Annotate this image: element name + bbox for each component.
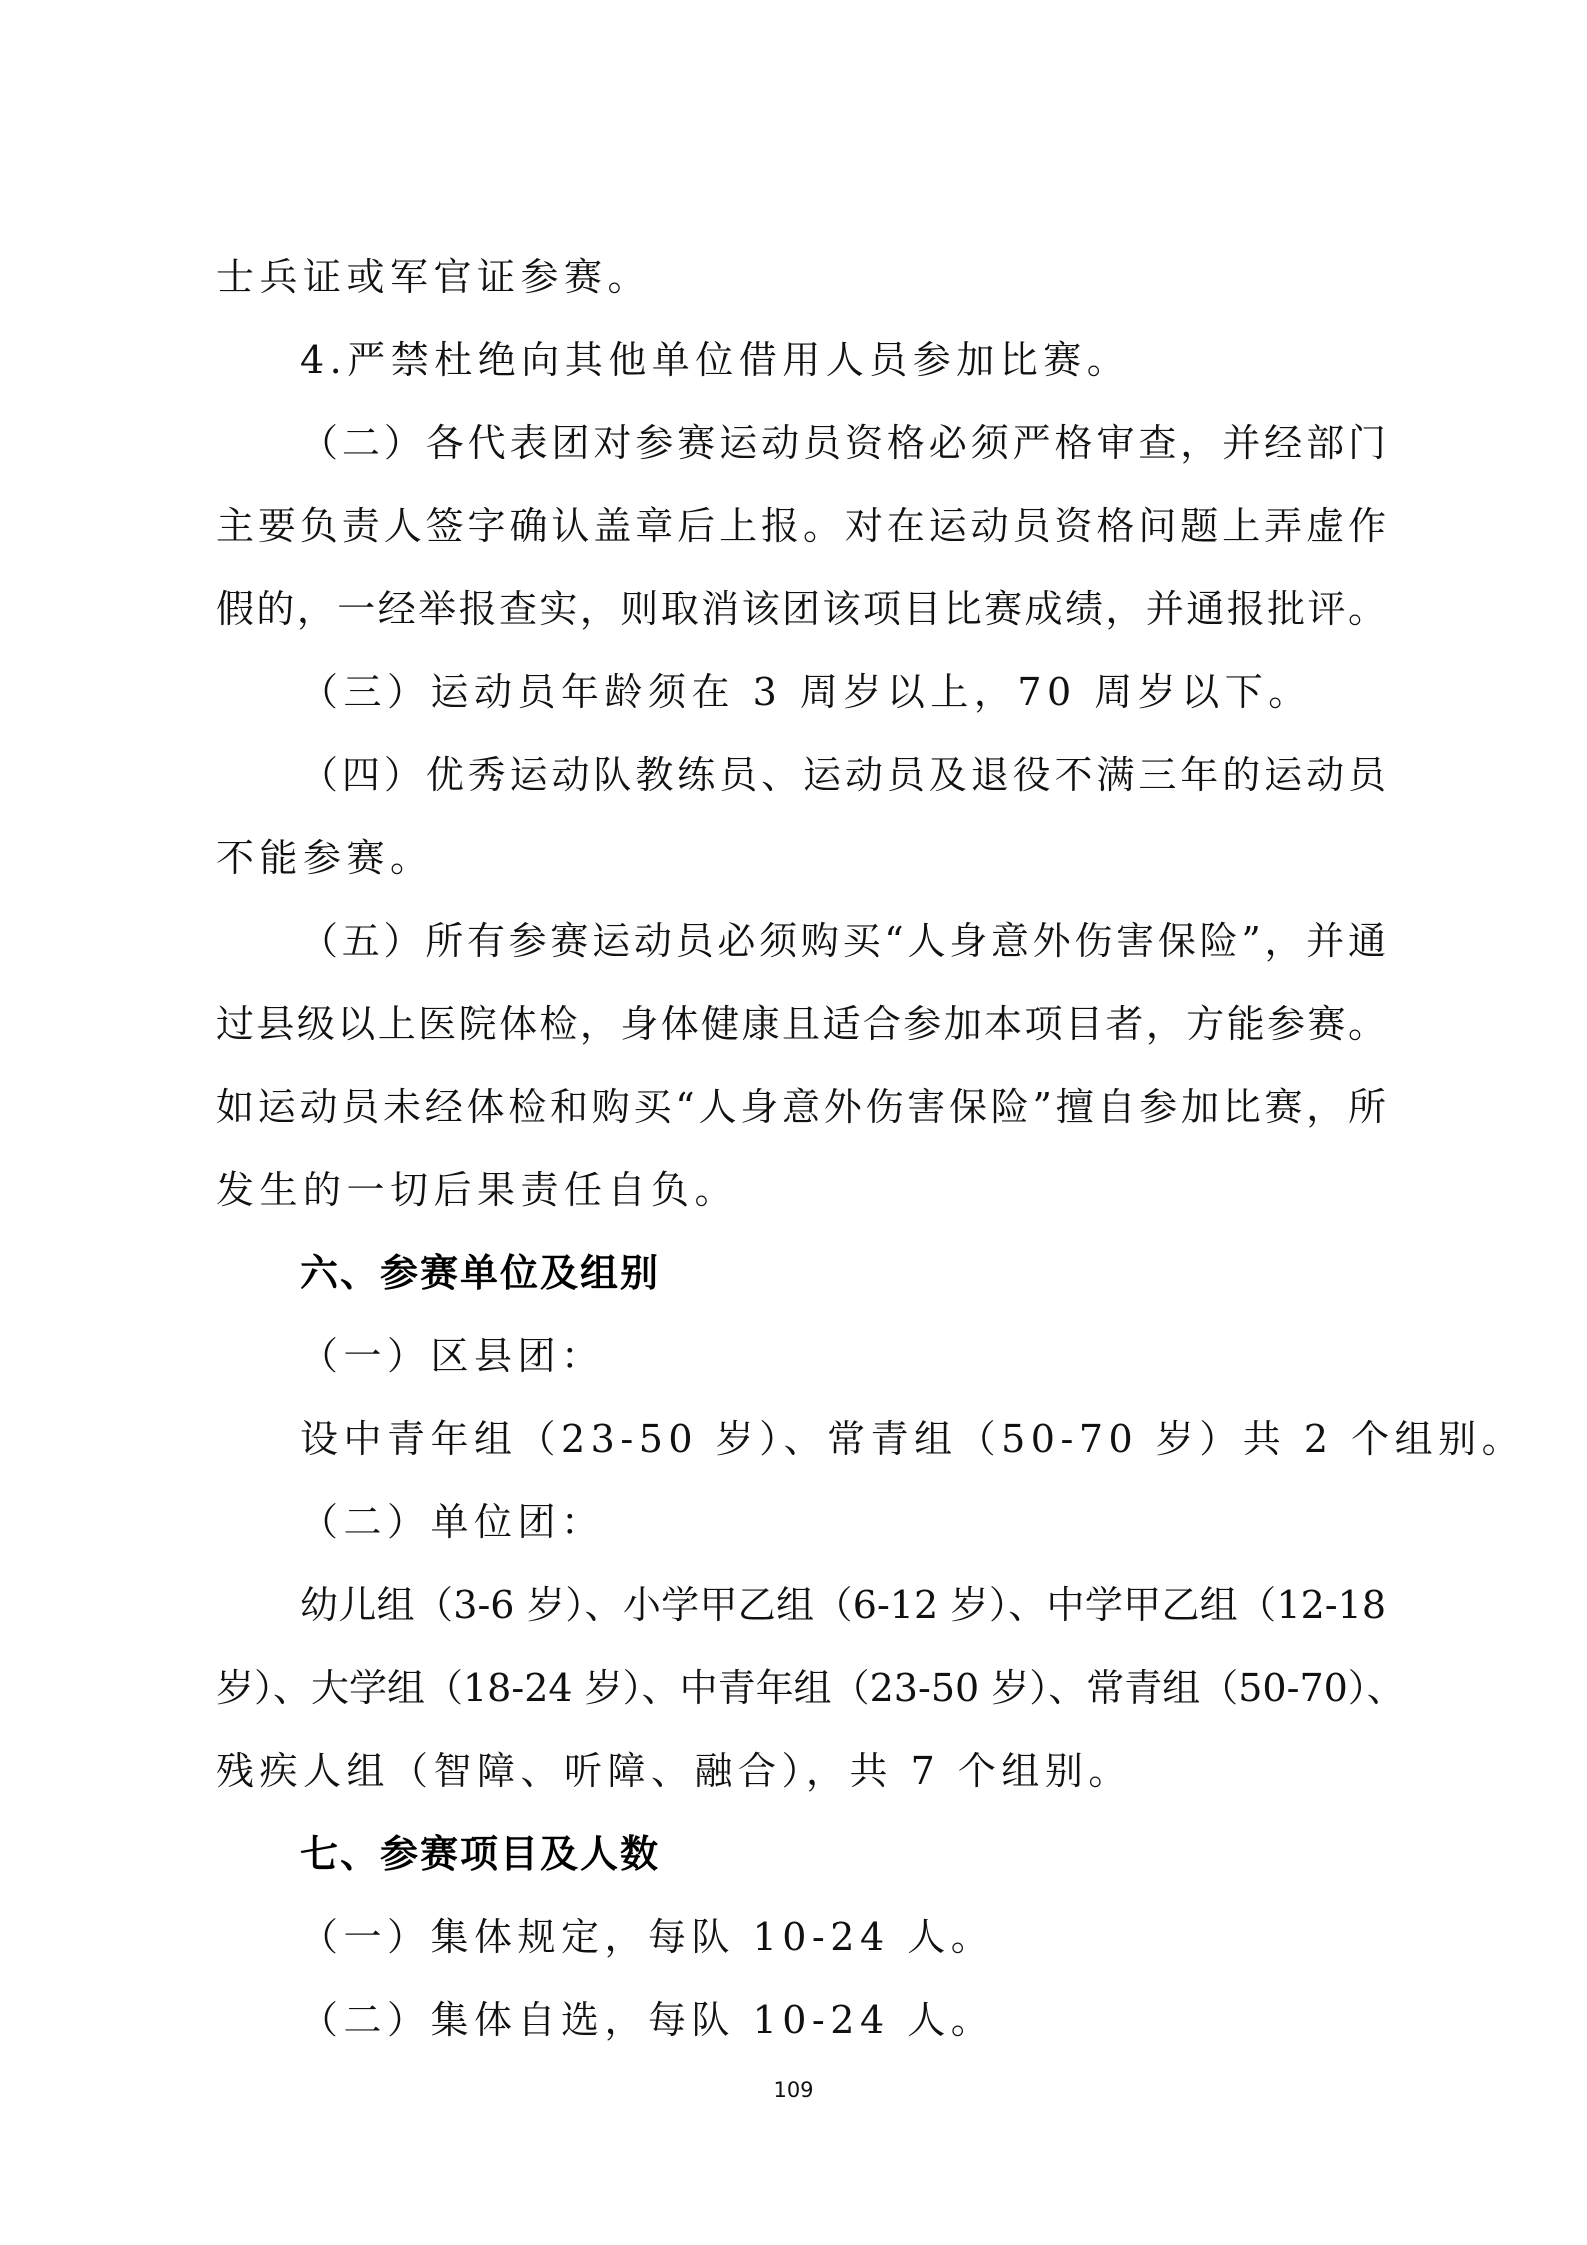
- section-6-sub2-line-3: 残疾人组（智障、听障、融合），共 7 个组别。: [216, 1749, 1132, 1793]
- document-body: [216, 236, 1526, 2062]
- paragraph-excluded-athletes-line-2: 不能参赛。: [216, 836, 434, 880]
- paragraph-qualification-review-line-2: 主要负责人签字确认盖章后上报。对在运动员资格问题上弄虚作: [216, 504, 1386, 548]
- section-7-item-2: （二）集体自选，每队 10-24 人。: [300, 1998, 995, 2042]
- paragraph-item-4: 4.严禁杜绝向其他单位借用人员参加比赛。: [300, 338, 1131, 382]
- section-7-heading: 七、参赛项目及人数: [300, 1832, 661, 1876]
- paragraph-insurance-line-3: 如运动员未经体检和购买“人身意外伤害保险”擅自参加比赛，所: [216, 1085, 1386, 1129]
- paragraph-insurance-line-1: （五）所有参赛运动员必须购买“人身意外伤害保险”，并通: [300, 919, 1386, 963]
- section-6-sub2-line-1: 幼儿组（3-6 岁）、小学甲乙组（6-12 岁）、中学甲乙组（12-18: [300, 1583, 1386, 1627]
- section-6-sub1-title: （一）区县团：: [300, 1334, 605, 1378]
- page-number: 109: [773, 2078, 814, 2102]
- section-6-sub2-line-2: 岁）、大学组（18-24 岁）、中青年组（23-50 岁）、常青组（50-70）、: [216, 1666, 1405, 1710]
- section-7-item-1: （一）集体规定，每队 10-24 人。: [300, 1915, 995, 1959]
- section-6-heading: 六、参赛单位及组别: [300, 1251, 661, 1295]
- paragraph-insurance-line-4: 发生的一切后果责任自负。: [216, 1168, 739, 1212]
- paragraph-continuation-line: 士兵证或军官证参赛。: [216, 255, 652, 299]
- paragraph-insurance-line-2: 过县级以上医院体检，身体健康且适合参加本项目者，方能参赛。: [216, 1002, 1386, 1046]
- paragraph-qualification-review-line-1: （二）各代表团对参赛运动员资格必须严格审查，并经部门: [300, 421, 1386, 465]
- paragraph-excluded-athletes-line-1: （四）优秀运动队教练员、运动员及退役不满三年的运动员: [300, 753, 1386, 797]
- section-6-sub2-title: （二）单位团：: [300, 1500, 605, 1544]
- section-6-sub1-text: 设中青年组（23-50 岁）、常青组（50-70 岁）共 2 个组别。: [300, 1417, 1526, 1461]
- paragraph-qualification-review-line-3: 假的，一经举报查实，则取消该团该项目比赛成绩，并通报批评。: [216, 587, 1386, 631]
- paragraph-age-requirement: （三）运动员年龄须在 3 周岁以上，70 周岁以下。: [300, 670, 1312, 714]
